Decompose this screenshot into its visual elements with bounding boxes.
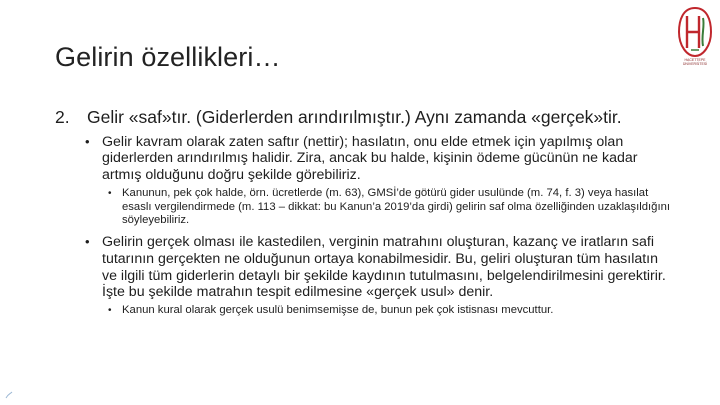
sub-bullet-2: [55, 304, 675, 318]
bullet-marker: •: [85, 234, 90, 249]
bullet-1: [55, 134, 675, 184]
numbered-item: [55, 108, 675, 128]
slide-body: [55, 108, 675, 318]
sub-bullet-marker: •: [108, 305, 112, 317]
logo-caption: HACETTEPE ÜNİVERSİTESİ: [682, 58, 708, 66]
item-text: Gelir «saf»tır. (Giderlerden arındırılmıştır.) Aynı zamanda «gerçek»tir.: [87, 107, 622, 127]
bullet-2: [55, 234, 675, 301]
university-logo: [675, 6, 715, 58]
sub-bullet-1: [55, 187, 675, 228]
sub-bullet-1-text: Kanunun, pek çok halde, örn. ücretlerde (m. 63), GMSİ’de götürü gider usulünde (m. 74, f. 3) veya hasılat esaslı vergilendirmede (m. 113 – dikkat: bu Kanun’a 2019’da girdi) gelirin saf olma özelliğinden uzaklaşıldığını söyleyebiliriz.: [122, 186, 670, 227]
bullet-1-text: Gelir kavram olarak zaten saftır (nettir); hasılatın, onu elde etmek için yapılmış olan giderlerden arındırılmış halidir. Zira, ancak bu halde, kişinin ödeme gücünün ne kadar artmış olduğunu doğru şekilde görebiliriz.: [102, 133, 638, 184]
sub-bullet-2-text: Kanun kural olarak gerçek usulü benimsemişse de, bunun pek çok istisnası mevcuttur.: [122, 304, 554, 317]
corner-decoration-icon: [4, 390, 14, 400]
slide-title: Gelirin özellikleri…: [55, 42, 281, 72]
item-number: 2.: [55, 107, 70, 127]
bullet-2-text: Gelirin gerçek olması ile kastedilen, verginin matrahını oluşturan, kazanç ve iratların safi tutarının gerçekten ne olduğunun ortaya konabilmesidir. Bu, geliri oluşturan tüm hasılatın ve ilgili tüm giderlerin detaylı bir şekilde kaydının tutulmasını, belgelendirilmesini gerektirir. İşte bu şekilde matrahın tespit edilmesine «gerçek usul» denir.: [102, 234, 666, 301]
sub-bullet-marker: •: [108, 187, 112, 199]
bullet-marker: •: [85, 133, 90, 149]
